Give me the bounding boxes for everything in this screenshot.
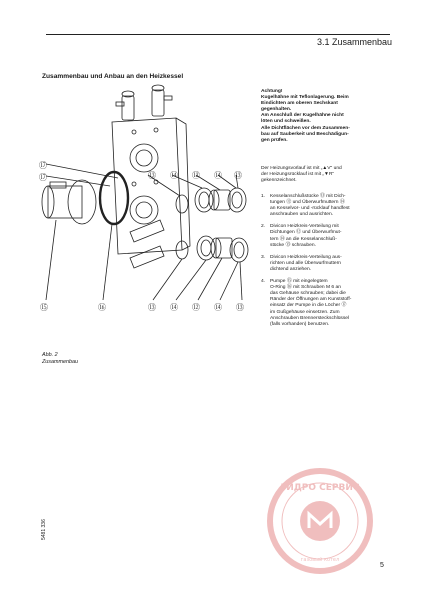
step-line: Pumpe ⑮ mit eingelegtem xyxy=(270,279,328,285)
warning-line: Achtung! xyxy=(261,89,283,94)
callout-pump-15: ⑮ xyxy=(40,303,48,312)
callout-oring-16: ⑯ xyxy=(98,303,106,312)
warning-line: Alle Dichtflächen vor dem Zusammen- xyxy=(261,125,350,131)
callout-bottom-13b: ⑬ xyxy=(236,303,244,312)
step-line: Anschrauben Brennersteckschlüssel xyxy=(270,315,350,321)
step-line: Dichtungen ⑫ und Überwurfmut- xyxy=(270,230,342,236)
step-line: an Kesselvor- und -rücklauf handfest xyxy=(270,206,350,212)
callout-top-13a: ⑬ xyxy=(148,171,156,180)
step-number: 2. xyxy=(261,224,266,230)
warning-line: löten und schweißen. xyxy=(261,119,311,125)
callout-top-14b: ⑭ xyxy=(214,171,222,180)
document-number: 5481 336 xyxy=(41,519,47,540)
callout-top-13b: ⑬ xyxy=(234,171,242,180)
step-number: 3. xyxy=(261,254,266,260)
stamp-ring-text: ГИДРО СЕРВИС xyxy=(280,483,360,493)
intro-paragraph xyxy=(261,166,401,184)
intro-line: Der Heizungsvorlauf ist mit „▲V" und xyxy=(261,166,342,171)
caption-text: Zusammenbau xyxy=(42,359,78,365)
caption-label: Abb. 2 xyxy=(42,352,58,358)
callout-bottom-14a: ⑭ xyxy=(170,303,178,312)
step-item xyxy=(261,255,401,273)
page-heading: Zusammenbau und Anbau an den Heizkessel xyxy=(42,73,184,80)
step-line: Ränder der Öffnungen am Kunststoff- xyxy=(270,297,352,303)
callout-bottom-12: ⑫ xyxy=(192,303,200,312)
step-line: im Gußgehäuse einsetzen. Zum xyxy=(270,309,340,315)
warning-box xyxy=(261,89,401,144)
step-line: Divicon Heizkreis-Verteilung mit xyxy=(270,224,339,230)
figure-caption xyxy=(42,352,78,366)
step-line: tern ⑭ an die Kesselanschluß- xyxy=(270,236,337,242)
callout-bottom-13a: ⑬ xyxy=(148,303,156,312)
section-title: 3.1 Zusammenbau xyxy=(316,37,392,47)
step-line: das Gehäuse schrauben; dabei die xyxy=(270,291,346,297)
warning-line: gegenhalten. xyxy=(261,107,292,113)
callout-top-12: ⑫ xyxy=(192,171,200,180)
step-line: einsatz der Pumpe in die Löcher ⑰ xyxy=(270,303,347,309)
step-line: richten und alle Überwurfmuttern xyxy=(270,260,341,266)
steps-list xyxy=(261,194,401,334)
intro-line: gekennzeichnet. xyxy=(261,178,297,184)
warning-line: Kugelhähne mit Teflonlagerung. Beim xyxy=(261,95,349,101)
step-number: 1. xyxy=(261,194,266,199)
service-stamp xyxy=(265,466,375,576)
step-line: (falls vorhanden) benutzen. xyxy=(270,321,330,327)
header-rule xyxy=(46,34,390,35)
page-number: 5 xyxy=(380,562,384,569)
step-line: anschrauben und ausrichten. xyxy=(270,212,334,218)
intro-line: der Heizungsrücklauf ist mit „▼R" xyxy=(261,172,335,178)
callout-17a: ⑰ xyxy=(39,161,47,170)
step-line: dichtend anziehen. xyxy=(270,266,312,272)
step-item xyxy=(261,279,401,328)
stamp-small-text: газовый котел xyxy=(300,557,340,563)
warning-line: gen prüfen. xyxy=(261,137,288,143)
step-item xyxy=(261,194,401,218)
warning-line: Am Anschluß der Kugelhähne nicht xyxy=(261,113,344,119)
step-line: tungen ⑫ und Überwurfmuttern ⑭ xyxy=(270,200,345,206)
callout-bottom-14b: ⑭ xyxy=(214,303,222,312)
callout-17b: ⑰ xyxy=(39,173,47,182)
step-item xyxy=(261,224,401,248)
callout-top-14a: ⑭ xyxy=(170,171,178,180)
step-line: O-Ring ⑯ mit Schrauben M 6 an xyxy=(270,285,341,291)
assembly-figure xyxy=(30,82,260,352)
warning-line: bau auf Sauberkeit und Beschädigun- xyxy=(261,131,349,137)
step-line: stücke ⑬ schrauben. xyxy=(270,242,316,248)
step-line: Divicon Heizkreis-Verteilung aus- xyxy=(270,254,342,260)
step-line: Kesselanschlußstücke ⑬ mit Dich- xyxy=(270,194,346,199)
step-number: 4. xyxy=(261,279,266,285)
warning-line: Eindichten am oberen Sechskant xyxy=(261,101,338,107)
